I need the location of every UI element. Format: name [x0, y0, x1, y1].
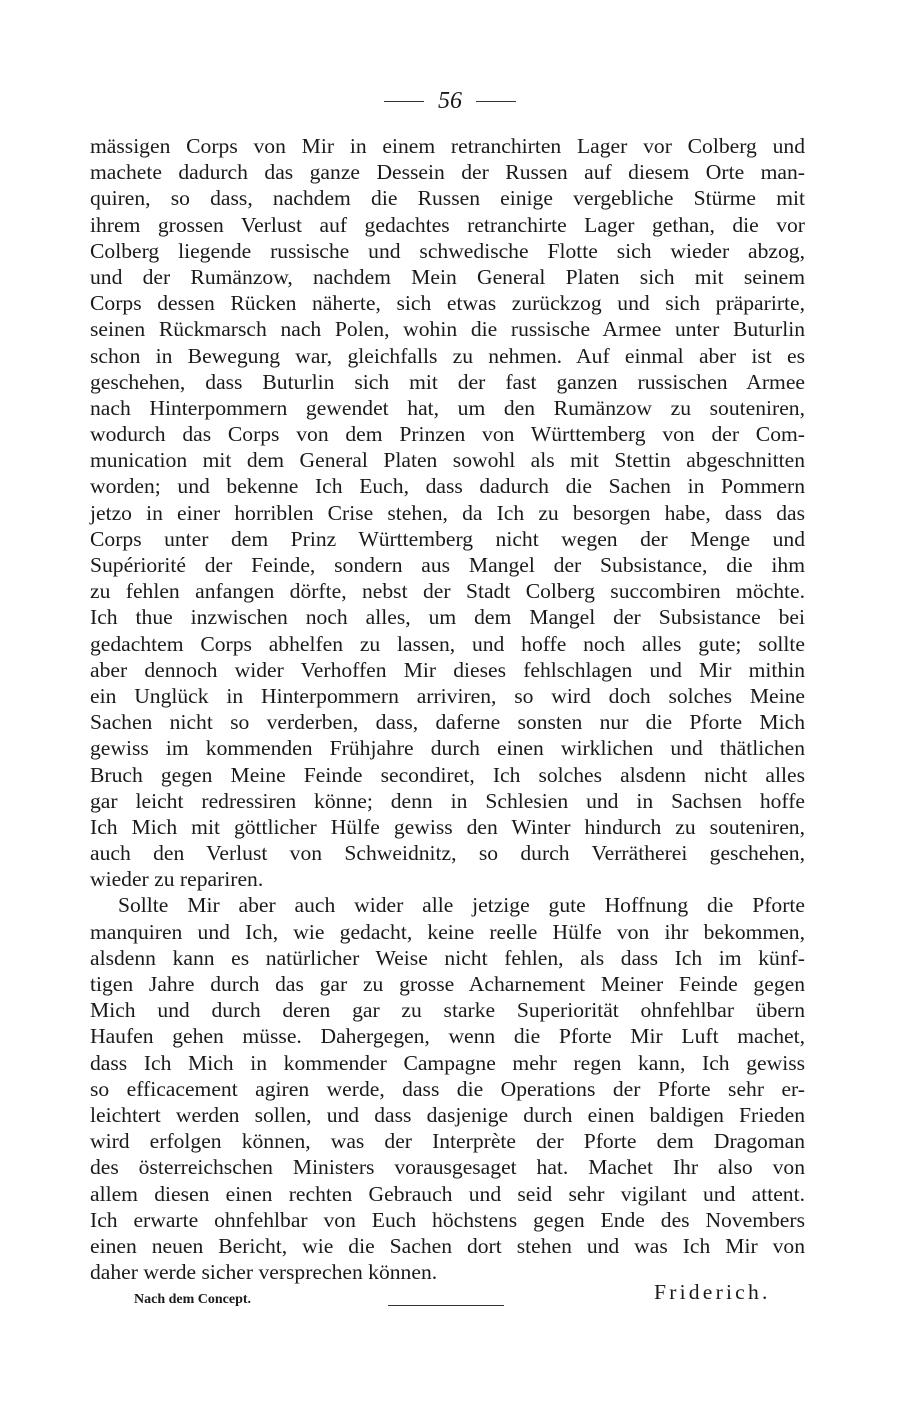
text-line: Ich erwarte ohnfehlbar von Euch höchstens gegen Ende des Novembers: [90, 1207, 805, 1232]
text-line: worden; und bekenne Ich Euch, dass dadurch die Sachen in Pommern: [90, 474, 805, 499]
body-text: [90, 133, 805, 1285]
text-line: mässigen Corps von Mir in einem retranchirten Lager vor Colberg und: [90, 134, 805, 158]
text-line: auch den Verlust von Schweidnitz, so durch Verrätherei geschehen,: [90, 841, 805, 866]
text-line: geschehen, dass Buturlin sich mit der fast ganzen russischen Armee: [90, 369, 805, 394]
text-line: ein Unglück in Hinterpommern arriviren, so wird doch solches Meine: [90, 683, 805, 708]
text-line: alsdenn kann es natürlicher Weise nicht fehlen, als dass Ich im künf-: [90, 945, 805, 970]
source-note: Nach dem Concept.: [134, 1292, 252, 1307]
text-line: gewiss im kommenden Frühjahre durch einen wirklichen und thätlichen: [90, 736, 805, 761]
text-line: quiren, so dass, nachdem die Russen einige vergebliche Stürme mit: [90, 186, 805, 211]
text-line: Corps unter dem Prinz Württemberg nicht wegen der Menge und: [90, 526, 805, 551]
text-line: leichtert werden sollen, und dass dasjenige durch einen baldigen Frieden: [90, 1102, 805, 1127]
text-line: Haufen gehen müsse. Dahergegen, wenn die Pforte Mir Luft machet,: [90, 1024, 805, 1049]
text-line: wieder zu repariren.: [90, 867, 264, 892]
text-line: Corps dessen Rücken näherte, sich etwas zurückzog und sich präparirte,: [90, 291, 805, 316]
header-rule-right: [476, 101, 516, 102]
text-line: dass Ich Mich in kommender Campagne mehr regen kann, Ich gewiss: [90, 1050, 805, 1075]
text-line: Supériorité der Feinde, sondern aus Mangel der Subsistance, die ihm: [90, 553, 805, 577]
text-line: Ich Mich mit göttlicher Hülfe gewiss den Winter hindurch zu souteniren,: [90, 814, 805, 839]
text-line: aber dennoch wider Verhoffen Mir dieses fehlschlagen und Mir mithin: [90, 657, 805, 682]
text-line: nach Hinterpommern gewendet hat, um den Rumänzow zu souteniren,: [90, 395, 805, 420]
text-line: manquiren und Ich, wie gedacht, keine reelle Hülfe von ihr bekommen,: [90, 919, 805, 944]
footer-rule: [388, 1305, 504, 1306]
text-line: machete dadurch das ganze Dessein der Russen auf diesem Orte man-: [90, 160, 805, 185]
text-line: Colberg liegende russische und schwedische Flotte sich wieder abzog,: [90, 238, 805, 263]
text-line: jetzo in einer horriblen Crise stehen, da Ich zu besorgen habe, dass das: [90, 500, 805, 525]
text-line: gar leicht redressiren könne; denn in Schlesien und in Sachsen hoffe: [90, 788, 805, 813]
text-line: ihrem grossen Verlust auf gedachtes retranchirte Lager gethan, die vor: [90, 212, 805, 237]
text-line: Sollte Mir aber auch wider alle jetzige gute Hoffnung die Pforte: [118, 893, 805, 918]
text-line: tigen Jahre durch das gar zu grosse Acharnement Meiner Feinde gegen: [90, 972, 805, 996]
text-line: Mich und durch deren gar zu starke Superiorität ohnfehlbar übern: [90, 998, 805, 1023]
text-line: Sachen nicht so verderben, dass, daferne sonsten nur die Pforte Mich: [90, 710, 805, 735]
text-line: daher werde sicher versprechen können.: [90, 1260, 438, 1285]
text-line: so efficacement agiren werde, dass die Operations der Pforte sehr er-: [90, 1076, 805, 1101]
text-line: und der Rumänzow, nachdem Mein General Platen sich mit seinem: [90, 264, 805, 289]
text-line: wird erfolgen können, was der Interprète der Pforte dem Dragoman: [90, 1129, 805, 1154]
text-line: zu fehlen anfangen dörfte, nebst der Stadt Colberg succombiren möchte.: [90, 579, 805, 604]
text-line: Ich thue inzwischen noch alles, um dem Mangel der Subsistance bei: [90, 605, 805, 630]
text-line: gedachtem Corps abhelfen zu lassen, und hoffe noch alles gute; sollte: [90, 631, 805, 656]
text-line: allem diesen einen rechten Gebrauch und seid sehr vigilant und attent.: [90, 1181, 805, 1206]
text-line: Bruch gegen Meine Feinde secondiret, Ich solches alsdenn nicht alles: [90, 762, 805, 787]
header-rule-left: [384, 101, 424, 102]
text-line: schon in Bewegung war, gleichfalls zu nehmen. Auf einmal aber ist es: [90, 343, 805, 368]
signature: Friderich.: [654, 1280, 771, 1304]
page-number: 56: [438, 88, 462, 114]
text-line: munication mit dem General Platen sowohl als mit Stettin abgeschnitten: [90, 448, 805, 473]
text-line: wodurch das Corps von dem Prinzen von Württemberg von der Com-: [90, 422, 805, 447]
page-header: [0, 86, 900, 116]
text-line: des österreichschen Ministers vorausgesaget hat. Machet Ihr also von: [90, 1155, 805, 1180]
text-line: seinen Rückmarsch nach Polen, wohin die russische Armee unter Buturlin: [90, 317, 805, 342]
text-line: einen neuen Bericht, wie die Sachen dort stehen und was Ich Mir von: [90, 1233, 805, 1258]
